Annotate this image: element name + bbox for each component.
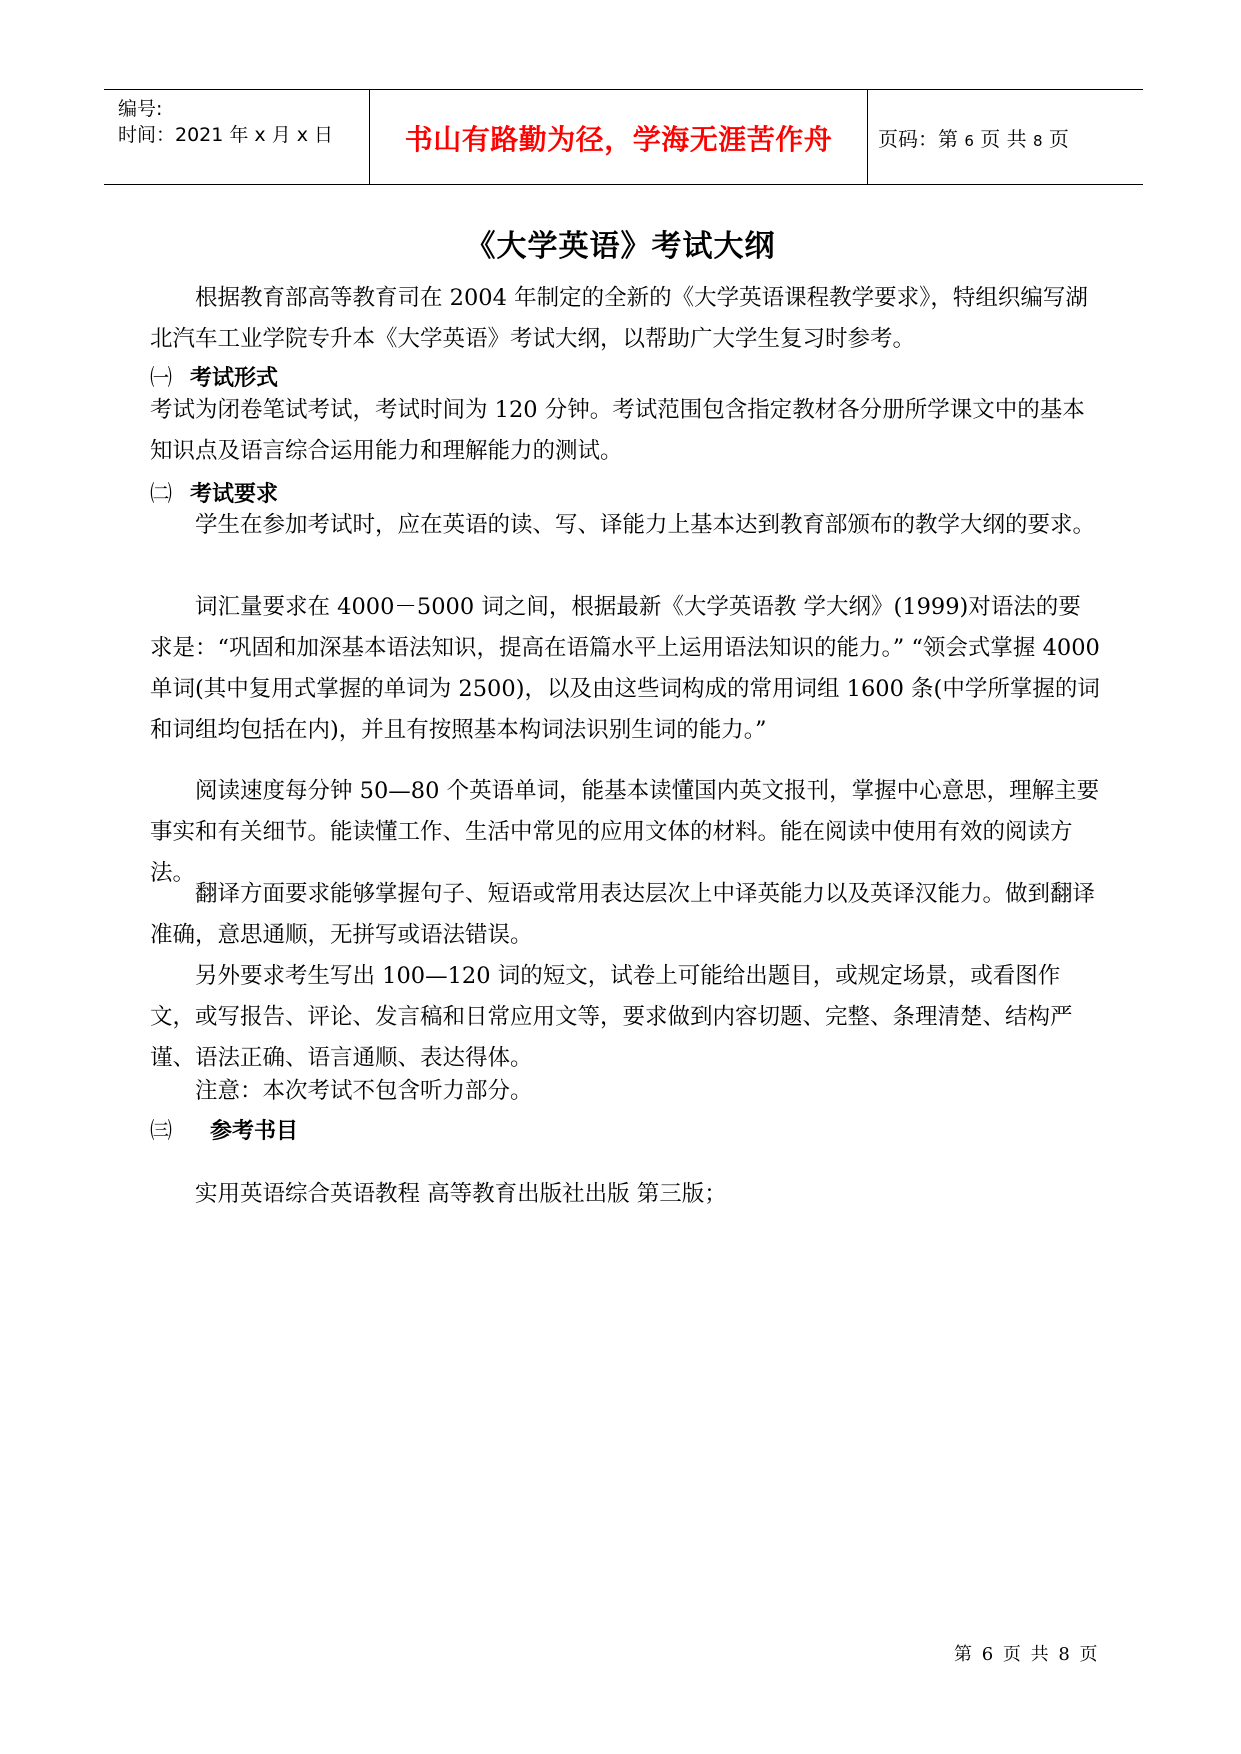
page-current: 6 bbox=[964, 132, 974, 150]
page-total: 8 bbox=[1032, 132, 1043, 150]
document-header bbox=[104, 89, 1143, 185]
reference-book: 实用英语综合英语教程 高等教育出版社出版 第三版； bbox=[195, 1181, 727, 1207]
requirements-paragraph: 学生在参加考试时，应在英语的读、写、译能力上基本达到教育部颁布的教学大纲的要求。 bbox=[195, 512, 1096, 538]
section-heading-requirements bbox=[150, 477, 278, 508]
page-title: 《大学英语》考试大纲 bbox=[465, 229, 776, 264]
section-title: 参考书目 bbox=[210, 1119, 299, 1144]
reading-paragraph: 阅读速度每分钟 50—80 个英语单词，能基本读懂国内英文报刊，掌握中心意思，理解主要事实和有关细节。能读懂工作、生活中常见的应用文体的材料。能在阅读中使用有效的阅读方法。 bbox=[150, 778, 1100, 886]
writing-paragraph: 另外要求考生写出 100—120 词的短文，试卷上可能给出题目，或规定场景，或看图作文，或写报告、评论、发言稿和日常应用文等，要求做到内容切题、完整、条理清楚、结构严谨、语法正确、语言通顺、表达得体。 bbox=[150, 963, 1073, 1071]
header-right-cell bbox=[868, 90, 1143, 184]
section-heading-references bbox=[150, 1114, 298, 1145]
number-label: 编号: bbox=[118, 98, 163, 120]
page-prefix: 页码：第 bbox=[878, 127, 958, 151]
page-suffix: 页 bbox=[1048, 127, 1069, 151]
time-label: 时间：2021 年 x 月 x 日 bbox=[118, 124, 334, 146]
intro-paragraph: 根据教育部高等教育司在 2004 年制定的全新的《大学英语课程教学要求》，特组织编写湖北汽车工业学院专升本《大学英语》考试大纲，以帮助广大学生复习时参考。 bbox=[150, 285, 1088, 352]
header-left-cell bbox=[104, 90, 370, 184]
page-footer: 第 6 页 共 8 页 bbox=[954, 1644, 1100, 1665]
section-title: 考试要求 bbox=[190, 482, 279, 507]
header-center-cell bbox=[370, 90, 868, 184]
section-number: ㈡ bbox=[150, 482, 173, 507]
section-title: 考试形式 bbox=[190, 366, 279, 391]
section-number: ㈠ bbox=[150, 366, 173, 391]
motto: 书山有路勤为径，学海无涯苦作舟 bbox=[404, 123, 833, 156]
section-heading-format bbox=[150, 361, 278, 392]
format-paragraph: 考试为闭卷笔试考试，考试时间为 120 分钟。考试范围包含指定教材各分册所学课文中的基本知识点及语言综合运用能力和理解能力的测试。 bbox=[150, 397, 1085, 464]
page-mid: 页 共 bbox=[980, 127, 1027, 151]
section-number: ㈢ bbox=[150, 1119, 173, 1144]
page-indicator bbox=[878, 123, 1069, 152]
note-paragraph: 注意：本次考试不包含听力部分。 bbox=[195, 1078, 533, 1104]
vocabulary-paragraph: 词汇量要求在 4000－5000 词之间，根据最新《大学英语教 学大纲》(1999)对语法的要求是：“巩固和加深基本语法知识，提高在语篇水平上运用语法知识的能力。” “领会式掌握 4000 单词(其中复用式掌握的单词为 2500)，以及由这些词构成的常用词组 1600 条(中学所掌握的词和词组均包括在内)，并且有按照基本构词法识别生词的能力。” bbox=[150, 594, 1100, 743]
translation-paragraph: 翻译方面要求能够掌握句子、短语或常用表达层次上中译英能力以及英译汉能力。做到翻译准确，意思通顺，无拼写或语法错误。 bbox=[150, 881, 1096, 948]
